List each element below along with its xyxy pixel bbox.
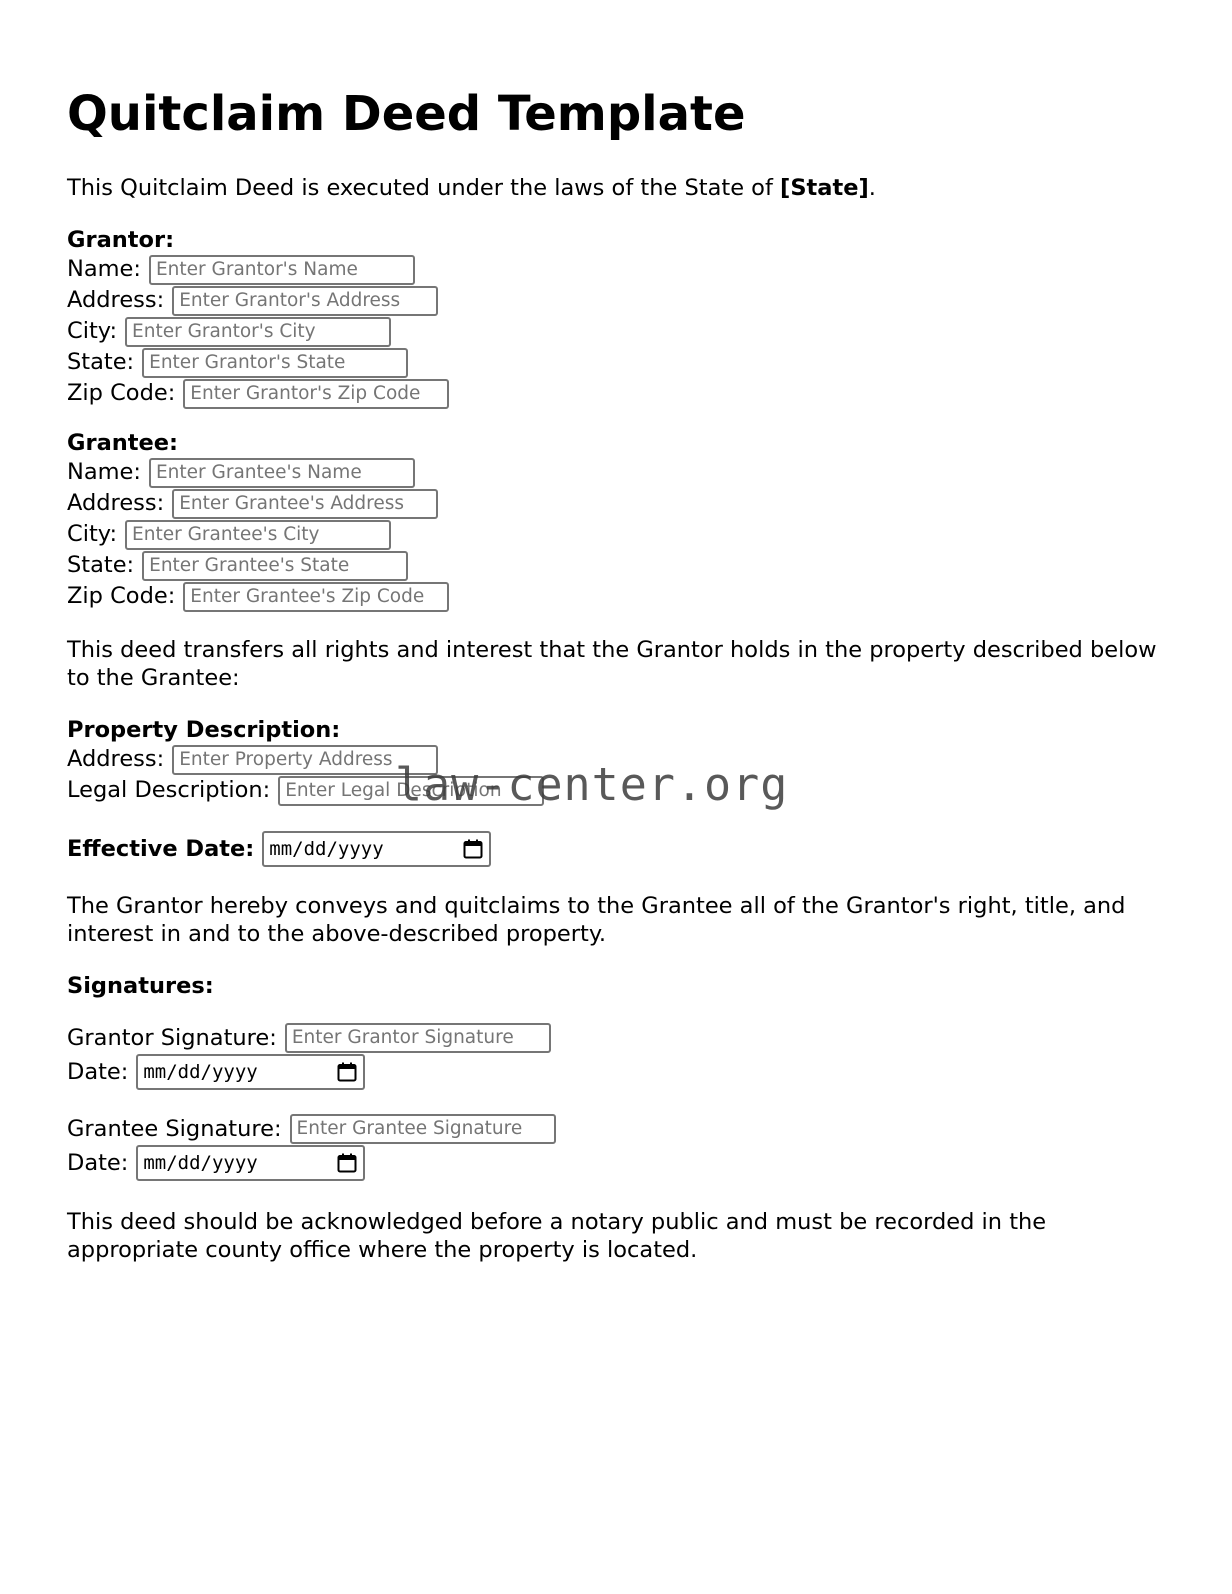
grantee-state-row (67, 550, 1167, 581)
grantee-zip-row (67, 581, 1167, 612)
grantor-city-input[interactable] (125, 317, 391, 347)
field-label: Name: (67, 256, 141, 282)
field-label: Zip Code: (67, 380, 176, 406)
grantor-signature-input[interactable] (285, 1023, 551, 1053)
page-title: Quitclaim Deed Template (67, 86, 746, 142)
field-label: State: (67, 552, 135, 578)
field-label: Name: (67, 459, 141, 485)
grantee-zip-input[interactable] (183, 582, 449, 612)
grantee-name-input[interactable] (149, 458, 415, 488)
effective-date-label: Effective Date: (67, 836, 255, 862)
field-label: Date: (67, 1150, 129, 1176)
field-label: Grantor Signature: (67, 1024, 277, 1051)
grantor-name-input[interactable] (149, 255, 415, 285)
date-format-text: mm/dd/yyyy (143, 1061, 258, 1083)
field-label: Address: (67, 287, 165, 313)
grantor-name-row (67, 254, 1167, 285)
effective-date-input[interactable] (262, 831, 491, 867)
grantor-address-input[interactable] (172, 286, 438, 316)
grantor-date-row (67, 1053, 1167, 1091)
grantee-address-row (67, 488, 1167, 519)
property-heading: Property Description: (67, 717, 341, 743)
transfer-paragraph: This deed transfers all rights and interest that the Grantor holds in the property described below to the Grantee: (67, 637, 1157, 691)
closing-paragraph: This deed should be acknowledged before a notary public and must be recorded in the appropriate county office where the property is located. (67, 1209, 1047, 1263)
property-section (67, 716, 1167, 806)
grantor-zip-row (67, 378, 1167, 409)
field-label: State: (67, 349, 135, 375)
legal-description-input[interactable] (278, 776, 544, 806)
field-label: Grantee Signature: (67, 1115, 282, 1142)
grantor-signature-block (67, 1022, 1167, 1091)
effective-date-row (67, 830, 1167, 868)
state-placeholder: [State] (780, 175, 869, 201)
calendar-icon[interactable] (463, 839, 483, 859)
grantee-signature-input[interactable] (290, 1114, 556, 1144)
field-label: Zip Code: (67, 583, 176, 609)
calendar-icon[interactable] (337, 1062, 357, 1082)
grantor-address-row (67, 285, 1167, 316)
grantee-city-row (67, 519, 1167, 550)
field-label: Legal Description: (67, 777, 271, 803)
field-label: Date: (67, 1059, 129, 1085)
property-address-input[interactable] (172, 745, 438, 775)
legal-description-row (67, 775, 1167, 806)
property-address-row (67, 744, 1167, 775)
grantor-date-input[interactable] (136, 1054, 365, 1090)
grantee-address-input[interactable] (172, 489, 438, 519)
signatures-heading: Signatures: (67, 973, 214, 999)
grantee-state-input[interactable] (142, 551, 408, 581)
date-format-text: mm/dd/yyyy (143, 1152, 258, 1174)
grantee-date-input[interactable] (136, 1145, 365, 1181)
grantor-state-row (67, 347, 1167, 378)
grantor-city-row (67, 316, 1167, 347)
grantor-section (67, 226, 1167, 409)
field-label: City: (67, 318, 118, 344)
date-format-text: mm/dd/yyyy (269, 838, 384, 860)
grantor-heading: Grantor: (67, 227, 175, 253)
grantee-signature-block (67, 1113, 1167, 1182)
watermark-text: law-center.org (395, 758, 789, 811)
document (67, 80, 1167, 1264)
grantor-state-input[interactable] (142, 348, 408, 378)
intro-paragraph: This Quitclaim Deed is executed under the laws of the State of [State]. (67, 175, 876, 201)
grantee-city-input[interactable] (125, 520, 391, 550)
convey-paragraph: The Grantor hereby conveys and quitclaims to the Grantee all of the Grantor's right, title, and interest in and to the above-described property. (67, 893, 1126, 947)
grantee-heading: Grantee: (67, 430, 179, 456)
calendar-icon[interactable] (337, 1153, 357, 1173)
grantee-signature-row (67, 1113, 1167, 1144)
field-label: Address: (67, 746, 165, 772)
grantee-name-row (67, 457, 1167, 488)
grantee-section (67, 429, 1167, 612)
grantee-date-row (67, 1144, 1167, 1182)
grantor-zip-input[interactable] (183, 379, 449, 409)
grantor-signature-row (67, 1022, 1167, 1053)
field-label: Address: (67, 490, 165, 516)
field-label: City: (67, 521, 118, 547)
